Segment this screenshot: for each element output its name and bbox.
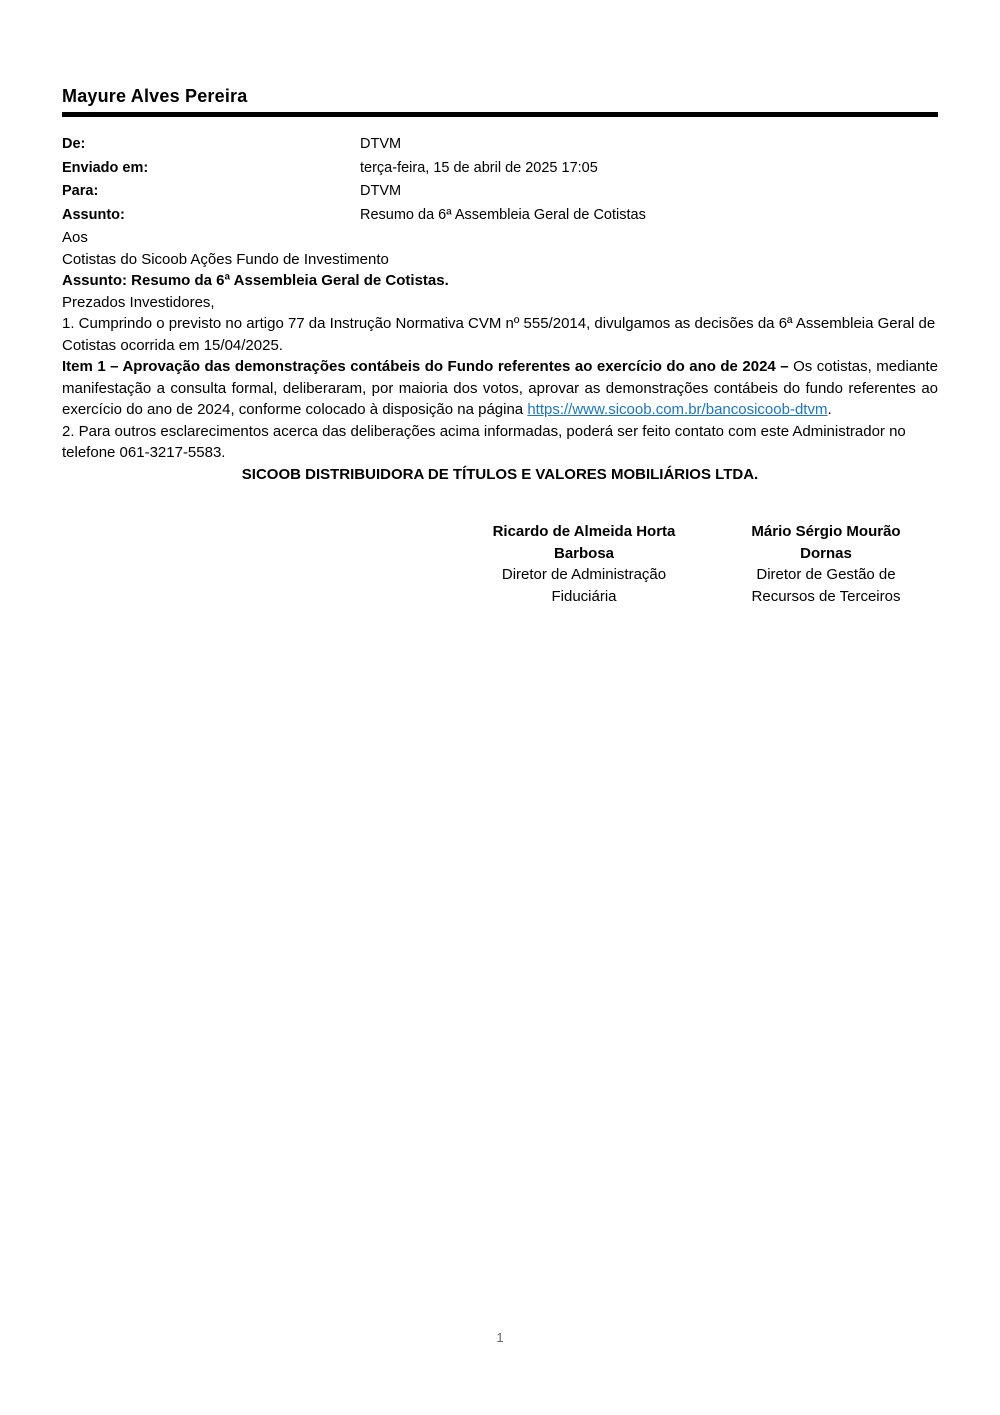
page-number: 1 <box>496 1330 504 1345</box>
meta-row-to <box>62 180 938 204</box>
signer-name: Mário Sérgio Mourão Dornas <box>751 523 901 562</box>
meta-row-sent <box>62 157 938 181</box>
meta-row-from <box>62 133 938 157</box>
signer-title: Diretor de Gestão de Recursos de Terceiros <box>751 566 901 605</box>
meta-label-subject: Assunto: <box>62 206 125 223</box>
meta-label-from: De: <box>62 136 86 152</box>
meta-value-subject: Resumo da 6ª Assembleia Geral de Cotistas <box>360 206 646 223</box>
signature-right <box>730 521 922 607</box>
meta-value-from: DTVM <box>360 136 402 152</box>
meta-label-sent: Enviado em: <box>62 159 149 176</box>
email-meta-block <box>62 133 938 227</box>
subject-line: Assunto: Resumo da 6ª Assembleia Geral de Cotistas. <box>62 272 449 289</box>
meta-value-to: DTVM <box>360 183 402 199</box>
header-rule <box>62 112 938 117</box>
page-title: Mayure Alves Pereira <box>62 86 248 106</box>
signer-name: Ricardo de Almeida Horta Barbosa <box>492 523 676 562</box>
meta-value-sent: terça-feira, 15 de abril de 2025 17:05 <box>360 159 598 176</box>
paragraph-item-1 <box>62 356 938 421</box>
signature-block <box>62 521 938 607</box>
sicoob-dtvm-link[interactable]: https://www.sicoob.com.br/bancosicoob-dtvm <box>527 401 828 418</box>
salutation-line-2: Cotistas do Sicoob Ações Fundo de Investimento <box>62 250 389 268</box>
company-name-line: SICOOB DISTRIBUIDORA DE TÍTULOS E VALORES MOBILIÁRIOS LTDA. <box>241 465 759 483</box>
document-content <box>0 0 1000 607</box>
meta-row-subject <box>62 204 938 228</box>
item1-body-text: Os cotistas, mediante manifestação a consulta formal, deliberaram, por maioria dos votos, aprovar as demonstrações contábeis do fundo referentes ao exercício do ano de 2024, conforme colocado à disposição na página <box>62 358 938 418</box>
meta-label-to: Para: <box>62 183 99 199</box>
item1-bold-lead: Item 1 – Aprovação das demonstrações contábeis do Fundo referentes ao exercício do ano de 2024 – <box>62 358 789 375</box>
salutation-line-1: Aos <box>62 229 88 246</box>
email-body <box>62 227 938 607</box>
greeting-line: Prezados Investidores, <box>62 293 215 311</box>
signature-left <box>468 521 700 607</box>
paragraph-2: 2. Para outros esclarecimentos acerca das deliberações acima informadas, poderá ser feito contato com este Administrador no telefone 061-3217-5583. <box>62 422 906 461</box>
paragraph-1: 1. Cumprindo o previsto no artigo 77 da Instrução Normativa CVM nº 555/2014, divulgamos as decisões da 6ª Assembleia Geral de Cotistas ocorrida em 15/04/2025. <box>62 315 936 354</box>
item1-period: . <box>827 401 832 418</box>
signer-title: Diretor de Administração Fiduciária <box>501 566 667 605</box>
